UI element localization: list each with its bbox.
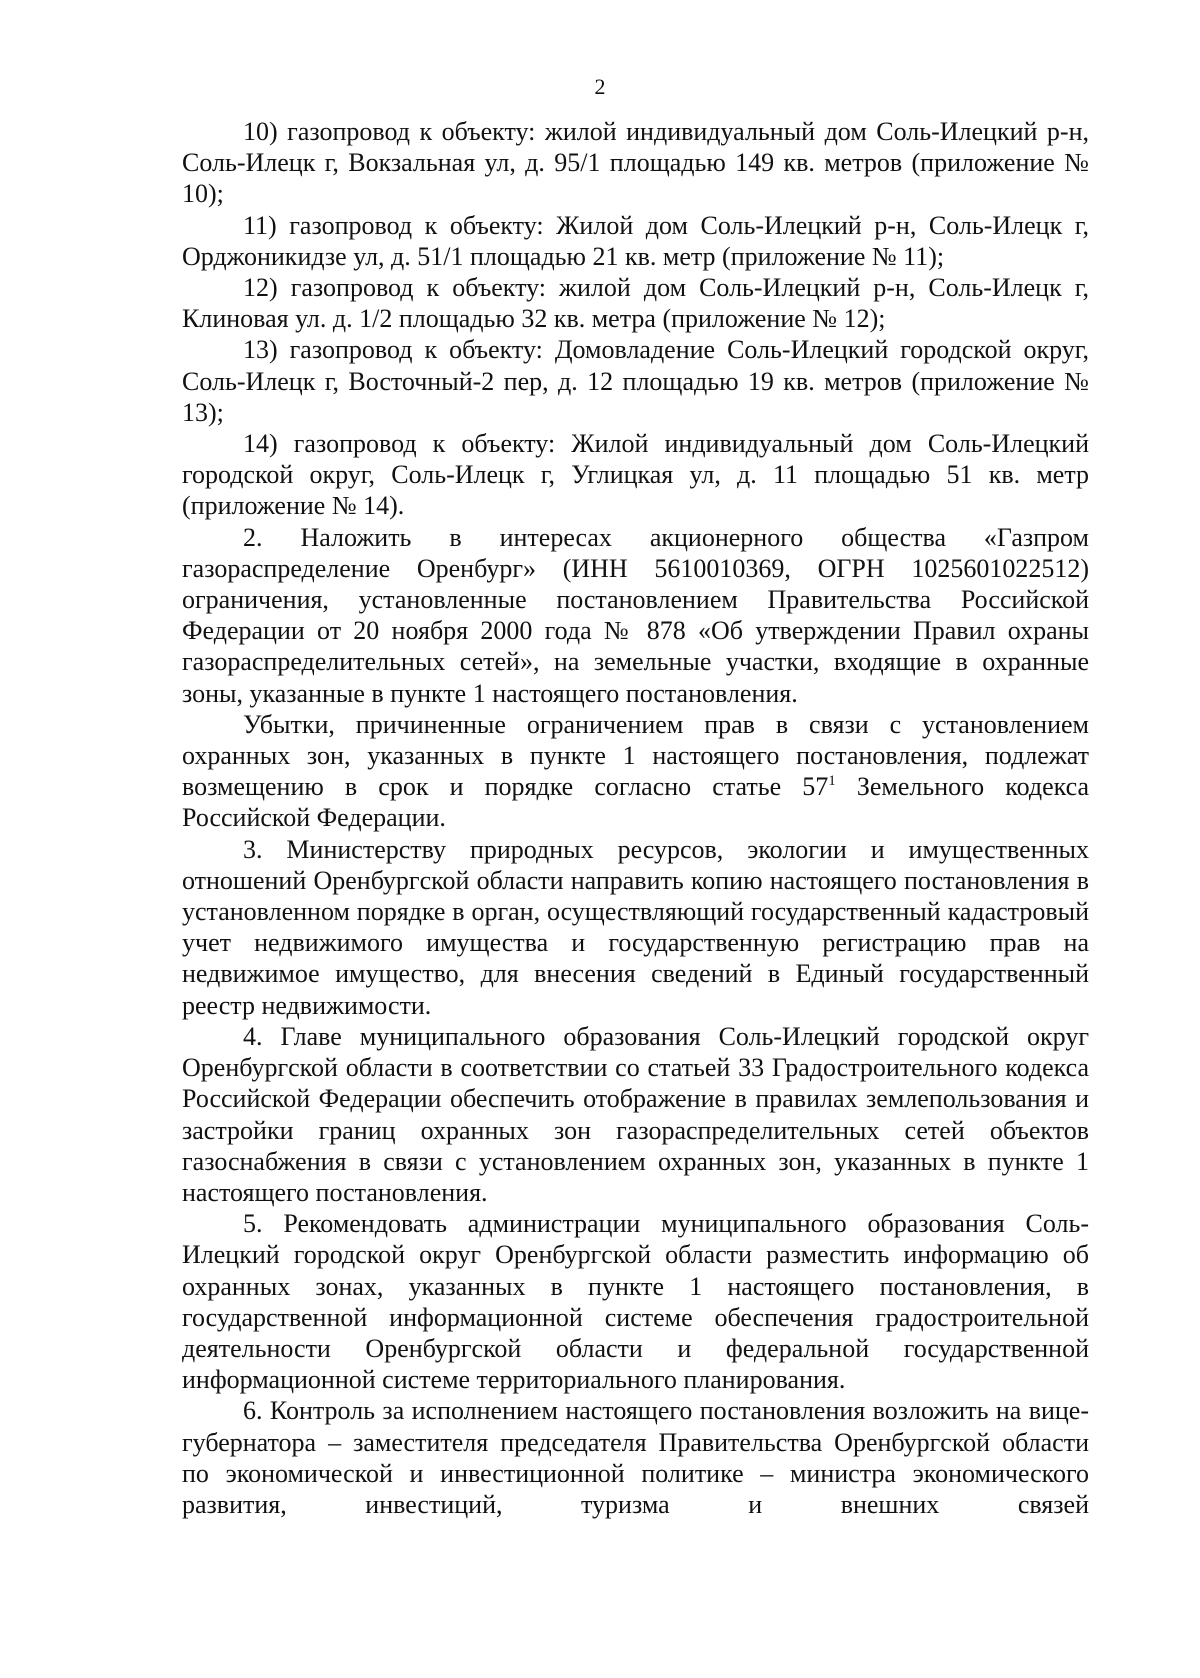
paragraph-clause-6: 6. Контроль за исполнением настоящего постановления возложить на вице-губернатора – заместителя председателя Правительства Оренбургской области по экономической и инвестиционной политике – министра экономического развития, инвестиций, туризма и внешних связей <box>182 1396 1089 1519</box>
document-body <box>182 116 1089 1520</box>
article-superscript: 1 <box>828 773 836 790</box>
paragraph-item-12: 12) газопровод к объекту: жилой дом Соль-Илецкий р-н, Соль-Илецк г, Клиновая ул. д. 1/2 площадью 32 кв. метра (приложение № 12); <box>182 273 1089 334</box>
paragraph-clause-3: 3. Министерству природных ресурсов, экологии и имущественных отношений Оренбургской области направить копию настоящего постановления в установленном порядке в орган, осуществляющий государственный кадастровый учет недвижимого имущества и государственную регистрацию прав на недвижимое имущество, для внесения сведений в Единый государственный реестр недвижимости. <box>182 834 1089 1020</box>
paragraph-item-11: 11) газопровод к объекту: Жилой дом Соль-Илецкий р-н, Соль-Илецк г, Орджоникидзе ул, д. 51/1 площадью 21 кв. метр (приложение № 11); <box>182 210 1089 271</box>
paragraph-clause-4: 4. Главе муниципального образования Соль-Илецкий городской округ Оренбургской области в соответствии со статьей 33 Градостроительного кодекса Российской Федерации обеспечить отображение в правилах землепользования и застройки границ охранных зон газораспределительных сетей объектов газоснабжения в связи с установлением охранных зон, указанных в пункте 1 настоящего постановления. <box>182 1021 1089 1207</box>
losses-text-end: Земельного кодекса Российской Федерации. <box>182 772 1089 833</box>
paragraph-item-14: 14) газопровод к объекту: Жилой индивидуальный дом Соль-Илецкий городской округ, Соль-Илецк г, Углицкая ул, д. 11 площадью 51 кв. метр (приложение № 14). <box>182 429 1089 521</box>
paragraph-losses <box>182 709 1089 834</box>
paragraph-item-10: 10) газопровод к объекту: жилой индивидуальный дом Соль-Илецкий р-н, Соль-Илецк г, Вокзальная ул, д. 95/1 площадью 149 кв. метров (приложение № 10); <box>182 117 1089 209</box>
page-number: 2 <box>594 74 606 99</box>
paragraph-clause-2: 2. Наложить в интересах акционерного общества «Газпром газораспределение Оренбург» (ИНН 5610010369, ОГРН 1025601022512) ограничения, установленные постановлением Правительства Российской Федерации от 20 ноября 2000 года № 878 «Об утверждении Правил охраны газораспределительных сетей», на земельные участки, входящие в охранные зоны, указанные в пункте 1 настоящего постановления. <box>182 522 1089 708</box>
paragraph-item-13: 13) газопровод к объекту: Домовладение Соль-Илецкий городской округ, Соль-Илецк г, Восточный-2 пер, д. 12 площадью 19 кв. метров (приложение № 13); <box>182 335 1089 427</box>
losses-text: Убытки, причиненные ограничением прав в связи с установлением охранных зон, указанных в пункте 1 настоящего постановления, подлежат возмещению в срок и порядке согласно статье 57 <box>182 709 1089 802</box>
paragraph-clause-5: 5. Рекомендовать администрации муниципального образования Соль-Илецкий городской округ Оренбургской области разместить информацию об охранных зонах, указанных в пункте 1 настоящего постановления, в государственной информационной системе обеспечения градостроительной деятельности Оренбургской области и федеральной государственной информационной системе территориального планирования. <box>182 1209 1089 1395</box>
